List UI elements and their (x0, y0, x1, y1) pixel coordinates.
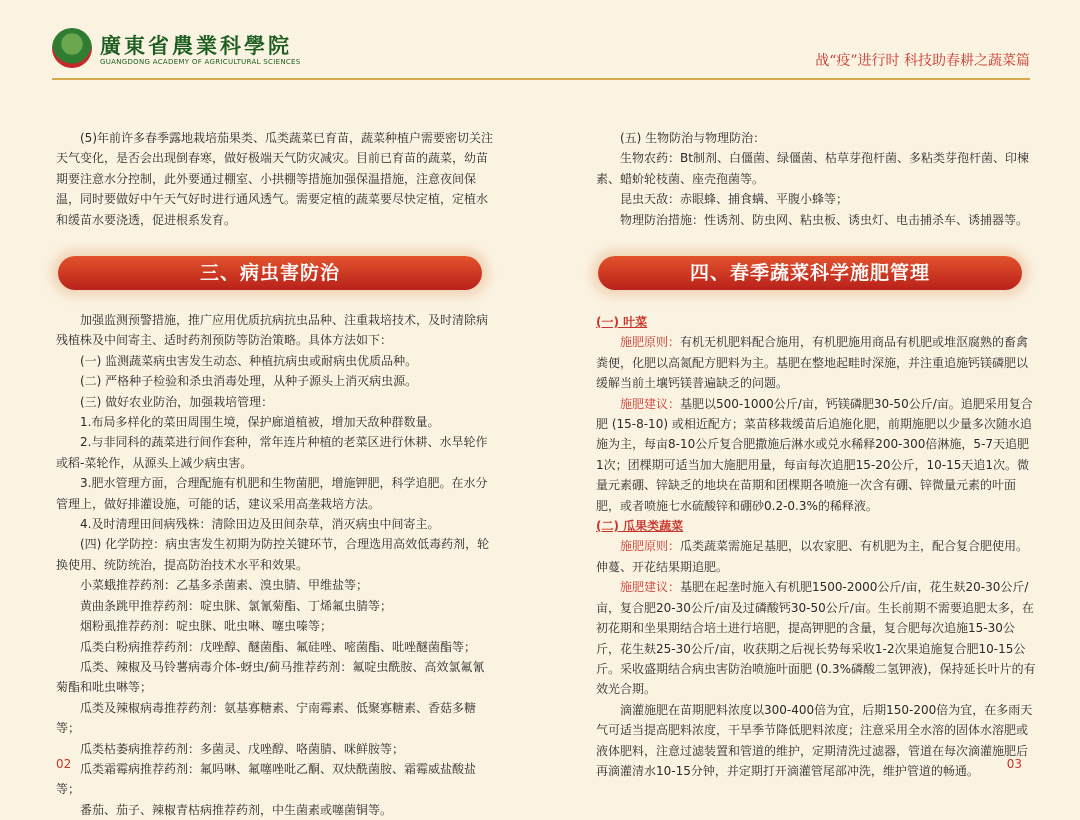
pesticide-item: 瓜类枯萎病推荐药剂：多菌灵、戊唑醇、咯菌腈、咪鲜胺等； (80, 741, 405, 756)
left-pest-content (56, 310, 496, 820)
drip-irrigation-paragraph: 滴灌施肥在苗期肥料浓度以300-400倍为宜，后期150-200倍为宜，在多雨天气可适当提高肥料浓度，干旱季节降低肥料浓度；注意采用全水溶的固体水溶肥或液体肥料，注意过滤装置和管道的维护，定期清洗过滤器，管道在每次滴灌施肥后再滴灌清水10-15分钟，并定期打开滴灌管尾部冲洗，维护管道的畅通。 (596, 702, 1033, 778)
pest-item: (一) 监测蔬菜病虫害发生动态、种植抗病虫或耐病虫优质品种。 (80, 353, 418, 368)
section-title-fertilization: 四、春季蔬菜科学施肥管理 (598, 256, 1022, 290)
pest-item: 4.及时清理田间病残株：清除田边及田间杂草，消灭病虫中间寄主。 (80, 517, 440, 532)
academy-name-cn: 廣東省農業科學院 (100, 33, 292, 58)
leafy-advice (596, 394, 1036, 516)
pesticide-item: 瓜类霜霉病推荐药剂：氟吗啉、氟噻唑吡乙酮、双炔酰菌胺、霜霉威盐酸盐等； (56, 761, 477, 797)
page-header (0, 0, 1080, 82)
header-title: 战“疫”进行时 科技助春耕之蔬菜篇 (815, 53, 1030, 69)
pesticide-item: 小菜蛾推荐药剂：乙基多杀菌素、溴虫腈、甲维盐等； (80, 578, 369, 593)
intro-paragraph: (5)年前许多春季露地栽培茄果类、瓜类蔬菜已育苗，蔬菜种植户需要密切关注天气变化，是否会出现倒春寒，做好极端天气防灾减灾。目前已育苗的蔬菜，幼苗期要注意水分控制，此外要通过棚室、小拱棚等措施加强保温措施，注意夜间保温，同时要做好中午天气好时进行通风透气。需要定植的蔬菜要尽快定植，定植水和缓苗水要浇透，促进根系发育。 (56, 131, 494, 227)
pest-item: 1.布局多样化的菜田周围生境，保护廊道植被，增加天敌种群数量。 (80, 415, 440, 430)
advice-label: 施肥建议： (620, 396, 681, 411)
principle-label: 施肥原则： (620, 539, 681, 554)
bio-line: (五) 生物防治与物理防治： (620, 131, 766, 145)
advice-text: 基肥在起垄时施入有机肥1500-2000公斤/亩，花生麸20-30公斤/亩，复合肥20-30公斤/亩及过磷酸钙30-50公斤/亩。生长前期不需要追肥太多，在初花期和坐果期结合培土进行培肥，提高钾肥的含量，复合肥每次追施15-30公斤，花生麸25-30公斤/亩，收获期之后视长势每采收1-2次果追施复合肥10-15公斤。采收盛期结合病虫害防治喷施叶面肥 (0.3%磷酸二氢钾液)，保持延长叶片的有效光合期。 (596, 580, 1036, 697)
bio-line: 物理防治措施：性诱剂、防虫网、粘虫板、诱虫灯、电击捕杀车、诱捕器等。 (620, 212, 1029, 227)
pesticide-item: 瓜类白粉病推荐药剂：戊唑醇、醚菌酯、氟硅唑、嘧菌酯、吡唑醚菌酯等； (80, 639, 477, 654)
subsection-melon-title: (二) 瓜果类蔬菜 (596, 519, 684, 534)
principle-text: 瓜类蔬菜需施足基肥，以农家肥、有机肥为主，配合复合肥使用。伸蔓、开花结果期追肥。 (596, 539, 1029, 574)
melon-advice (596, 577, 1036, 699)
pesticide-item: 番茄、茄子、辣椒青枯病推荐药剂，中生菌素或噻菌铜等。 (80, 802, 393, 817)
pesticide-item: 瓜类及辣椒病毒推荐药剂：氨基寡糖素、宁南霉素、低聚寡糖素、香菇多糖等； (56, 700, 477, 736)
melon-principle (596, 536, 1036, 577)
pesticide-item: 烟粉虱推荐药剂：啶虫脒、吡虫啉、噻虫嗪等； (80, 619, 333, 634)
principle-text: 有机无机肥料配合施用，有机肥施用商品有机肥或堆沤腐熟的畜禽粪便，化肥以高氮配方肥料为主。基肥在整地起畦时深施，并注重追施钙镁磷肥以缓解当前土壤钙镁普遍缺乏的问题。 (596, 335, 1029, 391)
advice-text: 基肥以500-1000公斤/亩，钙镁磷肥30-50公斤/亩。追肥采用复合肥 (15-8-10) 或相近配方；菜苗移栽缓苗后追施化肥，前期施肥以少量多次随水追施为主，每亩8-10公斤复合肥撒施后淋水或兑水稀释200-300倍淋施，5-7天追肥1次；团棵期可适当加大施肥用量，每亩每次追肥15-20公斤，10-15天追1次。微量元素硼、锌缺乏的地块在苗期和团棵期各喷施一次含有硼、锌微量元素的叶面肥，或者喷施七水硫酸锌和硼砂0.2-0.3%的稀释液。 (596, 396, 1033, 513)
right-fertilization-content (596, 312, 1036, 781)
principle-label: 施肥原则： (620, 335, 681, 350)
advice-label: 施肥建议： (620, 580, 681, 595)
pesticide-item: 黄曲条跳甲推荐药剂：啶虫脒、氯氰菊酯、丁烯氟虫腈等； (80, 598, 393, 613)
left-intro (56, 128, 496, 230)
academy-name-en: GUANGDONG ACADEMY OF AGRICULTURAL SCIENCES (100, 58, 301, 66)
bio-line: 生物农药：Bt制剂、白僵菌、绿僵菌、枯草芽孢杆菌、多粘类芽孢杆菌、印楝素、蜡蚧轮枝菌、座壳孢菌等。 (596, 151, 1029, 186)
leafy-principle (596, 332, 1036, 393)
pest-item: 2.与非同科的蔬菜进行间作套种，常年连片种植的老菜区进行休耕、水旱轮作或稻-菜轮作，从源头上减少病虫害。 (56, 435, 488, 470)
header-divider (52, 78, 1030, 80)
pesticide-item: 瓜类、辣椒及马铃薯病毒介体-蚜虫/蓟马推荐药剂：氟啶虫酰胺、高效氯氟氰菊酯和吡虫啉等； (56, 659, 485, 695)
right-bio-content (596, 128, 1036, 230)
academy-logo-icon (52, 28, 92, 68)
bio-line: 昆虫天敌：赤眼蜂、捕食螨、平腹小蜂等； (620, 192, 849, 207)
pest-paragraph: 加强监测预警措施，推广应用优质抗病抗虫品种、注重栽培技术，及时清除病残植株及中间寄主、适时药剂预防等防治策略。具体方法如下： (56, 313, 489, 348)
pest-item: (四) 化学防控：病虫害发生初期为防控关键环节，合理选用高效低毒药剂，轮换使用、统防统治，提高防治技术水平和效果。 (56, 537, 490, 572)
page-number-left: 02 (56, 757, 72, 771)
page-number-right: 03 (1006, 757, 1022, 771)
pest-item: 3.肥水管理方面，合理配施有机肥和生物菌肥，增施钾肥，科学追肥。在水分管理上，做好排灌设施，可能的话，建议采用高垄栽培方法。 (56, 476, 488, 511)
pest-item: (二) 严格种子检验和杀虫消毒处理，从种子源头上消灭病虫源。 (80, 374, 418, 389)
section-title-pest-control: 三、病虫害防治 (58, 256, 482, 290)
subsection-leafy-title: (一) 叶菜 (596, 315, 648, 329)
pest-item: (三) 做好农业防治，加强栽培管理： (80, 394, 274, 409)
